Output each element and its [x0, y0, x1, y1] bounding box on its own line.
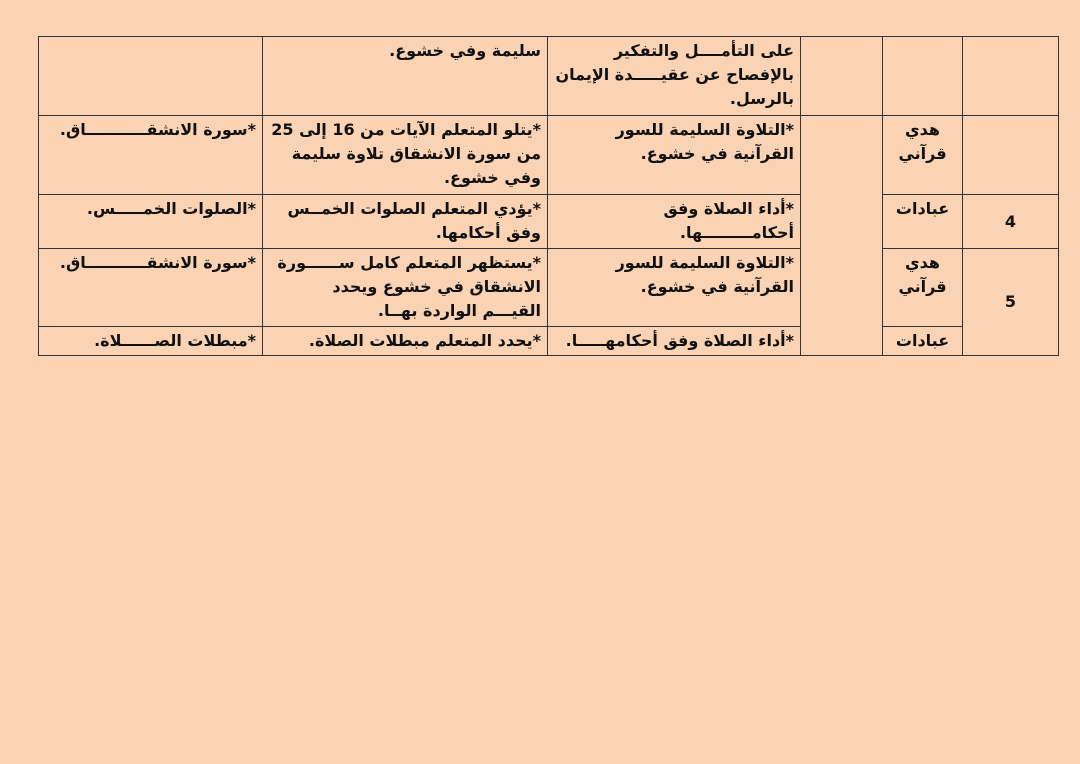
table-row: [39, 116, 1059, 195]
objective-cell: سليمة وفي خشوع.: [263, 37, 548, 116]
topic-cell: [39, 37, 263, 116]
week-number-cell: [963, 116, 1059, 195]
resource-cell: *التلاوة السليمة للسور القرآنية في خشوع.: [548, 116, 801, 195]
objective-cell: *يتلو المتعلم الآيات من 16 إلى 25 من سورة الانشقاق تلاوة سليمة وفي خشوع.: [263, 116, 548, 195]
objective-cell: *يحدد المتعلم مبطلات الصلاة.: [263, 327, 548, 356]
empty-cell: [801, 116, 883, 356]
domain-cell: هدي قرآني: [883, 249, 963, 327]
domain-cell: هدي قرآني: [883, 116, 963, 195]
table-row: [39, 249, 1059, 327]
topic-cell: *مبطلات الصــــــلاة.: [39, 327, 263, 356]
lesson-plan-table: [38, 36, 1059, 356]
table-row: [39, 37, 1059, 116]
objective-cell: *يؤدي المتعلم الصلوات الخمــس وفق أحكامها.: [263, 195, 548, 249]
domain-cell: عبادات: [883, 327, 963, 356]
topic-cell: *سورة الانشقـــــــــــاق.: [39, 249, 263, 327]
domain-cell: عبادات: [883, 195, 963, 249]
empty-cell: [801, 37, 883, 116]
objective-cell: *يستظهر المتعلم كامل ســــــورة الانشقاق في خشوع ويحدد القيـــم الواردة بهــا.: [263, 249, 548, 327]
resource-cell: *التلاوة السليمة للسور القرآنية في خشوع.: [548, 249, 801, 327]
table-row: [39, 195, 1059, 249]
topic-cell: *سورة الانشقـــــــــــاق.: [39, 116, 263, 195]
week-number-cell: [963, 37, 1059, 116]
resource-cell: *أداء الصلاة وفق أحكامهـــــا.: [548, 327, 801, 356]
week-number-cell: 5: [963, 249, 1059, 356]
week-number-cell: 4: [963, 195, 1059, 249]
resource-cell: على التأمــــل والتفكير بالإفصاح عن عقيـــــدة الإيمان بالرسل.: [548, 37, 801, 116]
domain-cell: [883, 37, 963, 116]
topic-cell: *الصلوات الخمـــــس.: [39, 195, 263, 249]
table-row: [39, 327, 1059, 356]
resource-cell: *أداء الصلاة وفق أحكامـــــــــها.: [548, 195, 801, 249]
